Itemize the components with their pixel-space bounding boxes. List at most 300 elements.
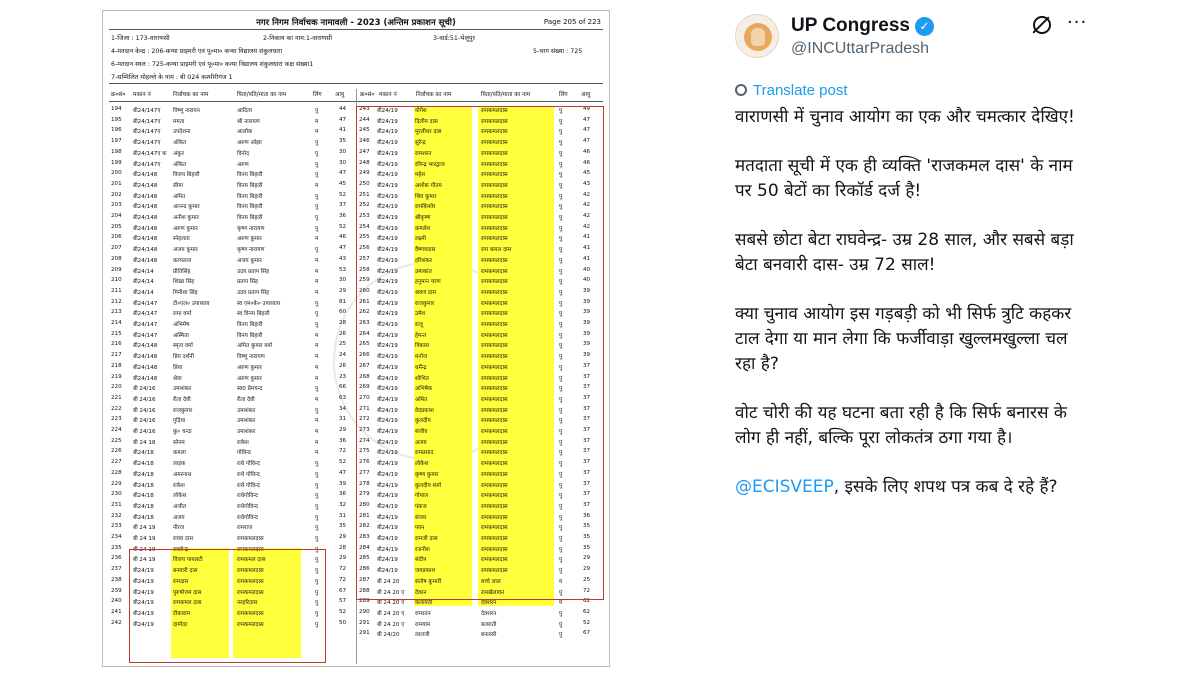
table-row [107,414,357,425]
table-cell: बी24/19 [377,236,398,243]
table-cell: 264 [359,330,370,337]
table-cell: संतोष कुमारी [415,578,442,585]
table-cell: 47 [339,469,347,476]
table-cell: बी 24 19 [133,536,156,542]
table-cell: बी24/148 [133,182,158,189]
table-cell: बी24/147ए [133,161,161,168]
table-cell: रामकमलदास [481,514,508,521]
table-cell: पु [559,439,563,446]
table-cell: 204 [111,213,122,219]
more-options-icon[interactable]: ··· [1067,12,1088,33]
table-cell: अरुण कुमार [173,225,198,232]
table-cell: संदीप [415,557,427,564]
table-cell: 28 [339,320,347,326]
tweet-paragraph: क्या चुनाव आयोग इस गड़बड़ी को भी सिर्फ त्रुटि कहकर टाल देगा या मान लेगा कि फर्जीवाड़ा खुल्लमखुल्ला चल रहा है? [735,304,1072,374]
table-cell: राधे गोविन्द [237,461,260,468]
table-cell: बी24/148 [133,193,158,200]
table-cell: बी24/18 [133,471,154,478]
table-cell: रामकमलदास [481,204,508,211]
table-cell: पु [559,364,563,371]
table-cell: 266 [359,352,370,359]
table-cell: कृष्ण नारायण [237,247,265,254]
table-cell: 220 [111,384,122,391]
table-cell: 52 [339,223,347,230]
table-cell: 52 [339,191,347,198]
table-cell: देवशरन [481,610,497,617]
table-row [107,115,357,126]
table-cell: बी24/19 [377,129,398,136]
table-cell: श्रवण दास [415,289,437,296]
table-cell: बी 24 18 [133,439,156,446]
table-cell: धर्मेन्द्र [415,364,427,371]
table-cell: अजय [415,439,427,446]
table-cell: 72 [339,576,347,583]
table-cell: दिलीप दास [415,118,438,125]
table-cell: 251 [359,191,370,198]
table-cell: 46 [583,148,591,155]
col-header: क्र०सं० [111,92,126,98]
table-cell: बी24/147ए [133,129,161,136]
table-cell: 35 [583,534,591,540]
table-cell: 209 [111,266,122,273]
table-cell: रामकमलदास [481,322,508,328]
table-cell: 47 [339,245,347,252]
table-cell: बी24/19 [377,300,398,307]
table-cell: पु [559,471,563,478]
table-cell: बी24/19 [377,386,398,393]
table-cell: 29 [583,555,591,562]
table-cell: स्व एम०के० उपाध्याय [237,300,281,307]
grok-icon[interactable] [1033,16,1051,34]
table-cell: बलराती [481,621,497,628]
table-cell: रामकमलदास [481,568,508,575]
table-cell: मनोज [415,354,428,361]
table-cell: नीरज [173,525,184,532]
table-cell: लक्ष्मी [415,236,427,243]
table-cell: बी24/19 [377,482,398,489]
table-cell: पु [315,546,319,553]
table-cell: आनन्द कुमार [173,204,200,211]
table-cell: अजय कुमार [237,257,262,264]
table-cell: 267 [359,362,370,369]
table-row [107,446,357,457]
table-cell: 42 [583,191,591,198]
table-cell: रामजी दास [415,536,438,542]
table-cell: दामोदर [173,621,188,628]
table-cell: रामकमलदास [481,493,508,500]
table-cell: 289 [359,598,370,605]
table-cell: 40 [583,266,591,273]
table-cell: बी24/19 [377,140,398,147]
table-cell: हनुमान चरण [415,279,441,286]
table-cell: आलोक [237,129,253,136]
table-cell: 46 [339,234,347,241]
table-cell: 199 [111,159,122,166]
verified-badge-icon: ✓ [915,17,934,36]
table-cell: पु [315,536,319,542]
table-cell: 212 [111,298,122,305]
table-cell: 36 [339,213,347,219]
table-cell: 195 [111,116,122,123]
table-cell: लाइक [173,461,186,468]
col-header: लिंग [559,92,568,98]
table-cell: 241 [111,608,122,615]
table-cell: श्री नारायण [237,118,260,125]
avatar[interactable] [735,14,779,58]
table-row [107,532,357,543]
table-cell: पंकज [415,503,427,510]
user-handle[interactable]: @INCUttarPradesh [791,40,930,57]
table-cell: 53 [339,266,347,273]
table-cell: 273 [359,427,370,433]
table-cell: म [315,354,319,361]
table-cell: रामकमलदास [481,129,508,136]
table-cell: पु [315,471,319,478]
table-cell: 36 [339,437,347,444]
table-cell: पु [559,546,563,553]
table-cell: बी24/14 [133,289,154,296]
table-cell: अजीत [173,503,187,510]
table-row [107,318,357,329]
table-cell: विनय बिहारी [237,204,263,211]
table-cell: बी24/147 [133,332,158,339]
table-cell: महेश [415,172,426,179]
table-cell: रामकमलदास [481,418,508,425]
table-cell: बनवारी दास [173,568,198,575]
table-row [107,500,357,511]
table-cell: 25 [583,576,591,583]
table-cell: रामकिशोर [415,204,436,211]
table-cell: पु [315,578,319,585]
table-cell: 39 [583,298,591,305]
table-cell: अनीश कुमार [173,215,199,221]
table-cell: पवन [415,525,425,532]
table-cell: बी24/148 [133,215,158,221]
table-cell: अशोक गौतम [415,182,442,189]
table-cell: 50 [339,619,347,626]
table-cell: रविन्द्र भारद्वाज [415,161,445,168]
table-cell: 42 [583,213,591,219]
annotation-box-right [356,106,604,600]
table-cell: 202 [111,191,122,198]
table-cell: 37 [583,448,591,455]
table-cell: राजू [415,322,423,328]
table-cell: पु [559,354,563,361]
table-cell: 224 [111,427,122,433]
table-row [107,297,357,308]
table-cell: पु [559,589,563,596]
table-cell: 250 [359,180,370,187]
table-cell: 291 [359,630,370,637]
header-line: 6-मतदान स्थल : 725-कन्या प्राइमरी एवं पू०मा० कन्या विद्यालय शंकुलधारा कक्ष संख्या1 [111,61,314,68]
table-cell: 237 [111,566,122,573]
table-cell: राकेश [173,482,185,489]
table-cell: बी24/19 [377,354,398,361]
table-cell: 277 [359,469,370,476]
table-cell: 214 [111,320,122,326]
table-cell: रामकमलदास [481,386,508,393]
table-cell: म [559,600,563,607]
table-cell: शिव कुमार [415,193,437,200]
table-cell: उमाकांत [415,268,432,275]
table-cell: विजय पायलटी [173,557,203,564]
table-cell: बी24/19 [377,503,398,510]
table-cell: बी24/19 [377,279,398,286]
col-header: मकान नं [133,92,151,98]
table-cell: बी 24 20 [377,578,400,585]
table-cell: बी 24/16 [133,396,156,403]
table-cell: बी24/19 [377,471,398,478]
table-cell: पु [559,182,563,189]
table-row [107,125,357,136]
table-cell: 279 [359,491,370,498]
table-row [107,393,357,404]
table-cell: 67 [339,587,347,594]
table-cell: पु [559,289,563,296]
table-cell: बी24/19 [377,247,398,254]
table-cell: अंकित [173,161,187,168]
table-cell: बी24/19 [377,407,398,414]
table-cell: सुरेन्द्र [415,140,426,147]
table-cell: पु [559,108,563,114]
col-header: निर्वाचक का नाम [173,92,209,98]
table-cell: 225 [111,437,122,444]
table-cell: 210 [111,277,122,284]
table-cell: 39 [583,352,591,359]
table-cell: रामकमलदास [481,193,508,200]
table-cell: 39 [339,480,347,487]
table-row [357,628,607,639]
table-cell: अजय [173,514,185,521]
table-cell: रीता देवी [237,396,255,403]
translate-post-link[interactable] [735,82,848,99]
table-cell: पु [559,557,563,564]
hand-icon [751,28,765,46]
table-cell: स्नेहलता [173,236,190,243]
table-cell: बी24/19 [133,600,154,607]
table-cell: 217 [111,352,122,359]
table-cell: अभिषेक [415,386,433,393]
table-cell: 37 [583,491,591,498]
table-cell: बी24/18 [133,482,154,489]
table-cell: रामकमलदास [481,236,508,243]
table-cell: बी24/19 [377,161,398,168]
table-cell: 37 [583,416,591,423]
table-cell: बी 24 19 [133,546,156,553]
table-cell: 290 [359,608,370,615]
table-cell: म [315,268,319,275]
table-cell: अमित [173,193,186,200]
table-cell: बी24/19 [377,311,398,318]
table-cell: 30 [339,148,347,155]
table-cell: जयप्रकाश [415,568,436,575]
table-cell: राधे गोविन्द [237,482,260,489]
table-cell: रामकमलदास [481,557,508,564]
table-cell: बी24/19 [377,172,398,179]
table-cell: पु [315,193,319,200]
table-cell: पु [315,493,319,500]
table-cell: बी24/18 [133,493,154,500]
table-cell: गोविन्द [237,450,251,457]
table-cell: बी24/18 [133,450,154,457]
table-cell: शिखा सिंह [173,279,195,286]
table-cell: बी24/148 [133,375,158,382]
table-cell: बी24/19 [377,546,398,553]
table-cell: 275 [359,448,370,455]
table-cell: पु [559,343,563,350]
table-cell: वैष्णवदास [415,247,436,254]
table-cell: म [315,182,319,189]
table-cell: हेमन्त [415,332,427,339]
mention-link[interactable]: @ECISVEEP [735,477,834,497]
table-cell: 37 [583,480,591,487]
table-cell: 52 [339,608,347,615]
table-cell: पु [315,108,319,114]
table-cell: 47 [339,170,347,177]
table-cell: अस्मिता [173,332,189,339]
table-cell: 67 [583,630,591,637]
table-cell: अमित [415,396,428,403]
table-cell: 39 [583,341,591,348]
table-cell: बी 24/16 [133,407,156,414]
table-cell: रामकमलदास [481,439,508,446]
table-cell: बी24/147 [133,300,158,307]
table-cell: बी24/147ए क [133,150,167,157]
table-cell: पु [315,247,319,254]
table-cell: पु [559,236,563,243]
table-cell: पु [559,332,563,339]
table-cell: रीता देवी [173,396,191,403]
col-header: मकान नं [379,92,397,98]
table-cell: 222 [111,405,122,412]
table-cell: रामकमलदास [481,343,508,350]
table-cell: बी24/19 [377,364,398,371]
table-cell: 30 [339,159,347,166]
table-cell: 25 [339,341,347,348]
table-cell: अंकित [173,140,187,147]
table-cell: 265 [359,341,370,348]
table-cell: बच्चे लाल [481,578,501,585]
table-cell: 41 [339,127,347,134]
table-cell: 39 [583,320,591,326]
table-cell: 254 [359,223,370,230]
table-cell: शोभित [415,375,429,382]
table-cell: रामकमल दास [237,557,266,564]
table-cell: वेदप्रकाश [415,407,434,414]
table-cell: 41 [583,255,591,262]
table-cell: 287 [359,576,370,583]
table-cell: पु [315,311,319,318]
tweet-paragraph-last [735,475,1085,500]
table-cell: प्रीतिसिंह [173,268,191,275]
table-cell: बी24/19 [377,225,398,232]
table-cell: पु [559,407,563,414]
table-cell: स्मृता वर्मा [173,343,193,350]
translate-label: Translate post [753,82,848,99]
table-cell: रामकमलदास [237,621,264,628]
table-cell: रामकमलदास [481,257,508,264]
table-cell: बी24/19 [377,289,398,296]
table-cell: विनय बिहारी [237,182,263,189]
table-cell: रामकमलदास [481,461,508,468]
table-cell: 72 [583,587,591,594]
tweet-paragraph: मतदाता सूची में एक ही व्यक्ति 'राजकमल दास' के नाम पर 50 बेटों का रिकॉर्ड दर्ज है! [735,156,1073,201]
table-cell: 200 [111,170,122,177]
table-cell: बी 24/20 [377,632,400,639]
table-cell: बी 24 20 ए [377,610,405,617]
table-cell: पु [559,247,563,254]
col-header: पिता/पति/माता का नाम [481,92,531,98]
table-cell: 47 [583,138,591,145]
table-cell: 46 [583,159,591,166]
table-cell: पु [559,418,563,425]
table-cell: 37 [583,459,591,466]
table-cell: नरहरिदास [237,600,258,607]
header-line: 7-सम्मिलित मोहल्ले के नाम : बी 024 कश्मीरीगंज 1 [111,74,233,81]
table-cell: विनय बिहारी [237,193,263,200]
table-row [107,425,357,436]
table-cell: 47 [339,116,347,123]
table-cell: 227 [111,459,122,466]
table-row [357,618,607,629]
table-cell: बी24/19 [377,257,398,264]
table-cell: पु [315,525,319,532]
tweet-card [735,0,1095,675]
table-cell: देवशरन [481,600,497,607]
table-cell: म [315,364,319,371]
table-cell: 236 [111,555,122,562]
table-cell: 72 [339,448,347,455]
table-cell: 272 [359,416,370,423]
table-row [107,436,357,447]
table-cell: म [315,375,319,382]
table-cell: पु [315,461,319,468]
table-row [107,147,357,158]
table-cell: 39 [583,330,591,337]
table-row [107,479,357,490]
table-cell: रामकमलदास [237,568,264,575]
col-header: लिंग [313,92,322,98]
header-line: 3-वार्ड:51-भेलूपुर [433,35,476,42]
table-cell: पु [315,150,319,157]
table-cell: 36 [339,491,347,498]
table-cell: बी24/19 [377,343,398,350]
display-name[interactable]: UP Congress [791,15,910,36]
table-cell: बी 24 20 ए [377,621,405,628]
table-cell: पु [559,375,563,382]
table-cell: रामकमल दास [173,600,202,607]
table-cell: म [315,429,319,435]
table-cell: 40 [583,277,591,284]
table-row [107,265,357,276]
table-cell: रामकमलदास [481,279,508,286]
table-cell: 216 [111,341,122,348]
table-cell: 248 [359,159,370,166]
table-cell: बी24/19 [377,514,398,521]
table-cell: गोपाल [415,493,429,500]
table-cell: पु [315,225,319,232]
table-cell: विनय बिहारी [237,322,263,328]
table-cell: पु [315,589,319,596]
table-cell: 280 [359,501,370,508]
table-cell: 29 [583,566,591,573]
table-cell: पु [559,621,563,628]
table-cell: म [315,343,319,350]
table-row [107,372,357,383]
table-cell: बी24/19 [377,268,398,275]
table-cell: पु [315,407,319,414]
table-cell: बी24/148 [133,343,158,350]
